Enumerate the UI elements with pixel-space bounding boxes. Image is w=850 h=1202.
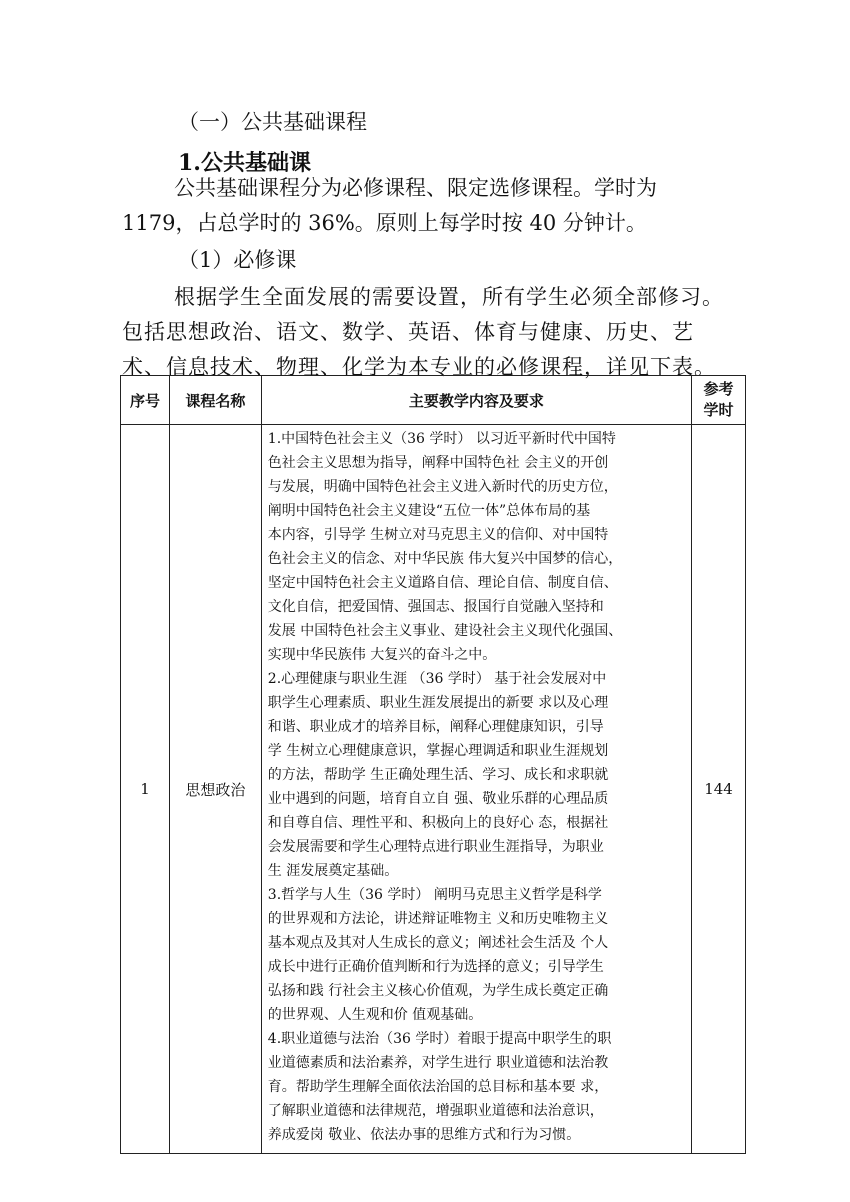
content-line: 职学生心理素质、职业生涯发展提出的新要 求以及心理 xyxy=(267,695,609,711)
content-line: 成长中进行正确价值判断和行为选择的意义；引导学生 xyxy=(267,959,604,975)
header-hours-line: 学时 xyxy=(703,401,734,419)
content-line: 基本观点及其对人生成长的意义；阐述社会生活及 个人 xyxy=(267,935,609,951)
subsection-heading: 1.公共基础课 xyxy=(178,150,311,176)
content-line: 弘扬和践 行社会主义核心价值观，为学生成长奠定正确 xyxy=(267,983,609,999)
content-line: 文化自信，把爱国情、强国志、报国行自觉融入坚持和 xyxy=(267,599,604,615)
header-course-name: 课程名称 xyxy=(169,376,261,425)
cell-content xyxy=(261,425,691,1154)
content-line: 坚定中国特色社会主义道路自信、理论自信、制度自信、 xyxy=(267,575,618,591)
intro-paragraph xyxy=(122,171,738,241)
required-line: 根据学生全面发展的需要设置，所有学生必须全部修习。 xyxy=(174,285,724,309)
content-line: 业道德素质和法治素养，对学生进行 职业道德和法治教 xyxy=(267,1055,609,1071)
content-line: 育。帮助学生理解全面依法治国的总目标和基本要 求， xyxy=(267,1079,609,1095)
content-line: 的世界观、人生观和价 值观基础。 xyxy=(267,1007,483,1023)
content-line: 色社会主义思想为指导，阐释中国特色社 会主义的开创 xyxy=(267,455,609,471)
intro-line: 1179，占总学时的 36%。原则上每学时按 40 分钟计。 xyxy=(122,211,647,235)
required-heading: （1）必修课 xyxy=(178,248,297,272)
cell-course-name: 思想政治 xyxy=(169,425,261,1154)
content-line: 和自尊自信、理性平和、积极向上的良好心 态，根据社 xyxy=(267,815,609,831)
content-line: 与发展，明确中国特色社会主义进入新时代的历史方位， xyxy=(267,479,618,495)
content-line: 发展 中国特色社会主义事业、建设社会主义现代化强国、 xyxy=(267,623,623,639)
header-hours-line: 参考 xyxy=(703,380,734,398)
content-line: 2.心理健康与职业生涯 （36 学时） 基于社会发展对中 xyxy=(267,671,607,687)
header-hours xyxy=(692,376,746,425)
table-row xyxy=(121,425,746,1154)
required-line: 包括思想政治、语文、数学、英语、体育与健康、历史、艺 xyxy=(122,320,694,344)
content-line: 阐明中国特色社会主义建设“五位一体”总体布局的基 xyxy=(267,503,591,519)
content-line: 3.哲学与人生（36 学时） 阐明马克思主义哲学是科学 xyxy=(267,887,602,903)
section-heading: （一）公共基础课程 xyxy=(178,110,367,134)
content-line: 本内容，引导学 生树立对马克思主义的信仰、对中国特 xyxy=(267,527,609,543)
content-line: 了解职业道德和法律规范，增强职业道德和法治意识， xyxy=(267,1103,604,1119)
required-line: 术、信息技术、物理、化学为本专业的必修课程，详见下表。 xyxy=(122,355,716,379)
content-line: 和谐、职业成才的培养目标，阐释心理健康知识，引导 xyxy=(267,719,604,735)
content-line: 4.职业道德与法治（36 学时）着眼于提高中职学生的职 xyxy=(267,1031,612,1047)
content-line: 色社会主义的信念、对中华民族 伟大复兴中国梦的信心， xyxy=(267,551,623,567)
content-line: 业中遇到的问题，培育自立自 强、敬业乐群的心理品质 xyxy=(267,791,609,807)
content-line: 的方法，帮助学 生正确处理生活、学习、成长和求职就 xyxy=(267,767,609,783)
intro-line: 公共基础课程分为必修课程、限定选修课程。学时为 xyxy=(174,176,657,200)
cell-hours: 144 xyxy=(692,425,746,1154)
content-line: 1.中国特色社会主义（36 学时） 以习近平新时代中国特 xyxy=(267,431,616,447)
content-line: 实现中华民族伟 大复兴的奋斗之中。 xyxy=(267,647,497,663)
content-line: 会发展需要和学生心理特点进行职业生涯指导，为职业 xyxy=(267,839,604,855)
cell-no: 1 xyxy=(121,425,170,1154)
content-line: 学 生树立心理健康意识，掌握心理调适和职业生涯规划 xyxy=(267,743,609,759)
table-header-row xyxy=(121,376,746,425)
header-content: 主要教学内容及要求 xyxy=(261,376,691,425)
course-table xyxy=(120,375,746,1154)
content-line: 生 涯发展奠定基础。 xyxy=(267,863,399,879)
header-no: 序号 xyxy=(121,376,170,425)
content-line: 的世界观和方法论，讲述辩证唯物主 义和历史唯物主义 xyxy=(267,911,609,927)
required-paragraph xyxy=(122,280,738,385)
content-line: 养成爱岗 敬业、依法办事的思维方式和行为习惯。 xyxy=(267,1127,581,1143)
